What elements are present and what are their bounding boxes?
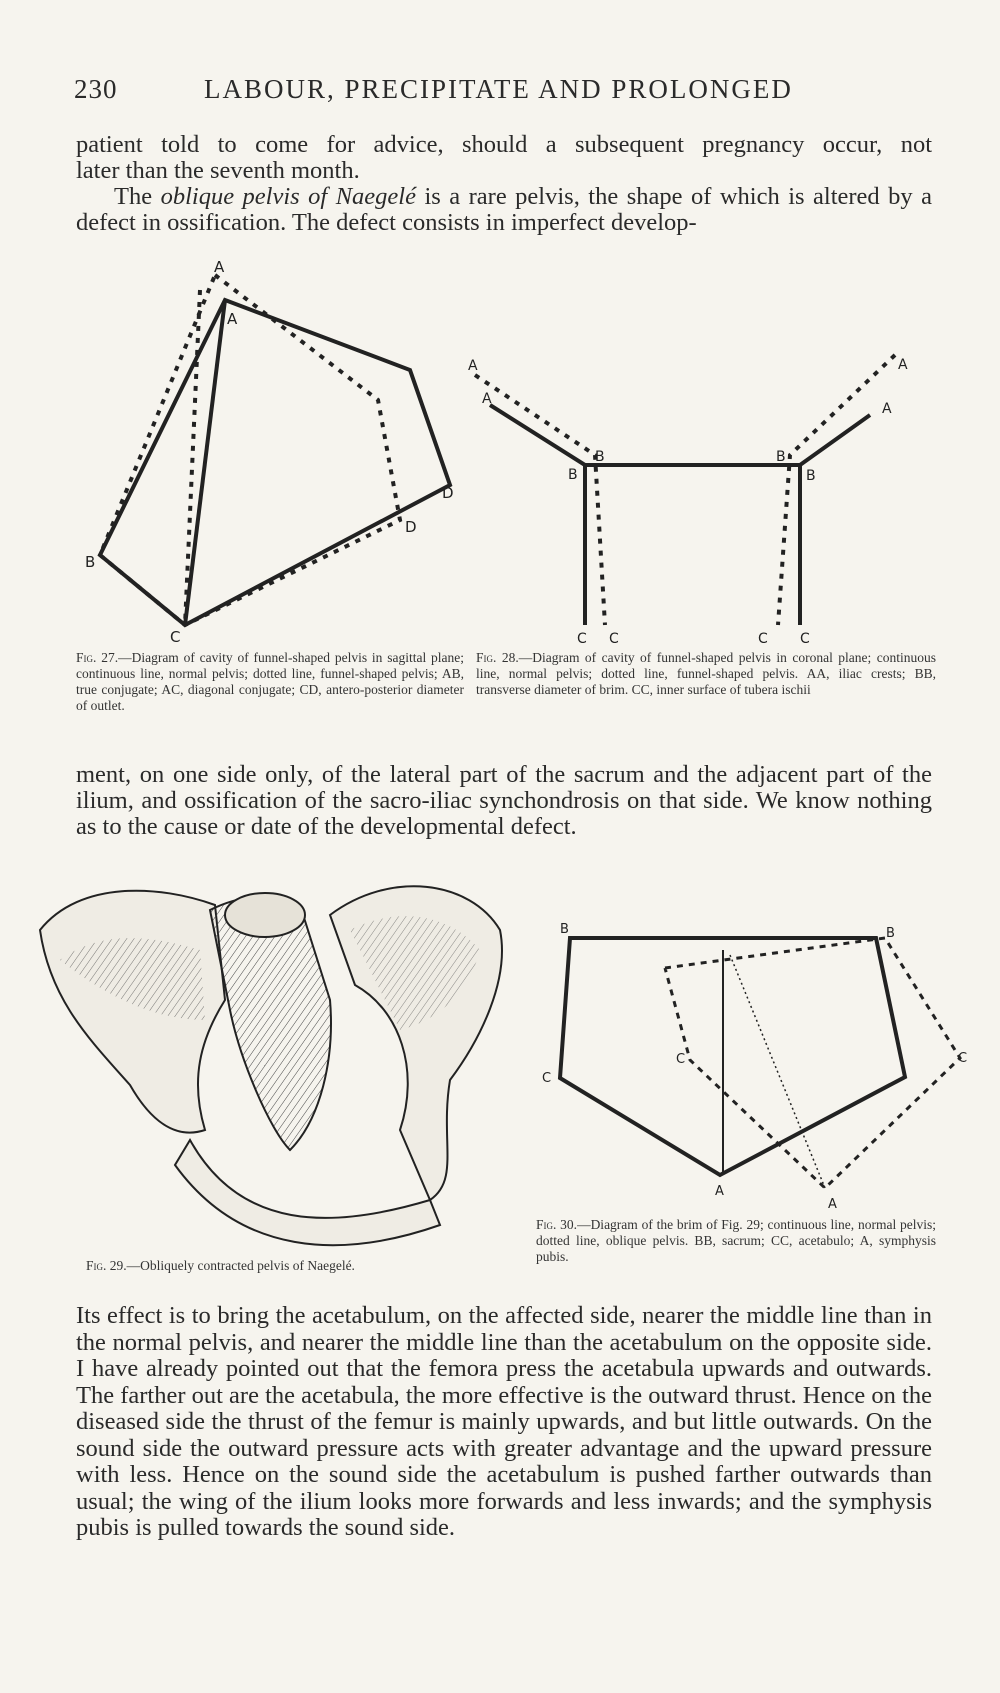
- fig28-label-c-1: C: [577, 631, 587, 647]
- figure-28-diagram: [465, 345, 925, 645]
- fig28-label-b-left: B: [568, 467, 578, 483]
- para3: ment, on one side only, of the lateral part of the sacrum and the adjacent part of the ilium, and ossification of the sacro-iliac synchondrosis on that side. We know nothing as to the cause or date of the developmental defect.: [76, 761, 932, 840]
- para2-rest: is a rare pelvis, the shape of which is altered by a defect in ossification. The defect consists in imperfect develop-: [76, 183, 933, 236]
- figure-27-diagram: [80, 255, 470, 645]
- paragraph-oblique-pelvis: [76, 184, 932, 236]
- fig28-label-a-left: A: [482, 391, 492, 407]
- figure-30-diagram: [535, 922, 968, 1212]
- fig28-label-c-2: C: [609, 631, 619, 647]
- figure-29-pelvis-engraving: [30, 858, 540, 1258]
- fig30-oblique-axis-dotted: [730, 955, 825, 1188]
- fig28-label-a-left-top: A: [468, 358, 478, 374]
- fig30-label-b-left: B: [560, 922, 569, 937]
- fig28-label-c-3: C: [758, 631, 768, 647]
- fig28-label-b-right: B: [806, 468, 816, 484]
- fig28-label-c-4: C: [800, 631, 810, 647]
- paragraph-top: [76, 132, 932, 236]
- fig29-pubic-arch: [175, 1140, 440, 1245]
- fig27-funnel-pelvis-dotted: [100, 275, 400, 625]
- fig28-label-a-right-top: A: [898, 357, 908, 373]
- fig30-label-c-right: C: [958, 1051, 968, 1066]
- para1-line2: later than the seventh month.: [76, 157, 360, 184]
- fig30-normal-pelvis-line: [560, 938, 905, 1175]
- fig29-caption-label: Fig. 29.: [86, 1258, 127, 1273]
- fig27-label-a-dotted: A: [214, 258, 225, 276]
- fig28-caption: [476, 650, 936, 698]
- fig27-label-c: C: [170, 628, 181, 646]
- para1-line1: patient told to come for advice, should a subsequent pregnancy occur, not: [76, 131, 932, 158]
- fig28-normal-pelvis-line: [490, 405, 585, 625]
- para4: Its effect is to bring the acetabulum, on the affected side, nearer the middle line than in the normal pelvis, and nearer the middle line than the acetabulum on the opposite side. I have already pointed out that the femora press the acetabula upwards and outwards. The farther out are the acetabula, the more effective is the outward thrust. Hence on the diseased side the thrust of the femur is mainly upwards, and but little outwards. On the sound side the outward pressure acts with greater advantage and the upward pressure with less. Hence on the sound side the acetabulum is pushed farther outwards than usual; the wing of the ilium looks more forwards and less inwards; and the symphysis pubis is pulled towards the sound side.: [76, 1302, 932, 1541]
- fig29-caption-text: —Obliquely contracted pelvis of Naegelé.: [126, 1258, 355, 1273]
- fig27-label-b: B: [85, 553, 96, 571]
- fig29-caption: [86, 1258, 506, 1274]
- fig28-normal-pelvis-line-right: [585, 415, 870, 465]
- fig28-caption-label: Fig. 28.: [476, 650, 519, 665]
- fig30-label-c-left: C: [542, 1071, 552, 1086]
- fig27-caption-text: —Diagram of cavity of funnel-shaped pelvis in sagittal plane; continuous line, normal pelvis; dotted line, funnel-shaped pelvis; AB, true conjugate; AC, diagonal conjugate; CD, antero-posterior diameter of outlet.: [76, 650, 464, 713]
- fig30-label-b-right: B: [886, 926, 895, 941]
- fig30-label-c-inner: C: [676, 1052, 686, 1067]
- paragraph-bottom: [76, 1303, 932, 1542]
- fig30-label-a-dotted: A: [828, 1197, 837, 1212]
- fig30-caption: [536, 1217, 936, 1265]
- fig27-caption-label: Fig. 27.: [76, 650, 119, 665]
- page-number: 230: [74, 74, 118, 104]
- fig28-caption-text: —Diagram of cavity of funnel-shaped pelvis in coronal plane; continuous line, normal pelvis; dotted line, funnel-shaped pelvis. AA, iliac crests; BB, transverse diameter of brim. CC, inner surface of tubera ischii: [476, 650, 936, 697]
- fig27-label-d-dotted: D: [405, 518, 417, 536]
- fig27-label-a: A: [227, 310, 238, 328]
- para2-prefix: The: [114, 183, 161, 210]
- fig28-label-b-left-dotted: B: [595, 449, 605, 465]
- paragraph-middle: [76, 762, 932, 840]
- fig30-oblique-pelvis-dotted: [665, 938, 960, 1188]
- fig27-label-d: D: [442, 484, 454, 502]
- fig29-vertebra: [225, 893, 305, 937]
- running-header: [74, 74, 934, 114]
- fig28-funnel-pelvis-dotted-right: [778, 355, 895, 625]
- fig27-caption: [76, 650, 464, 714]
- para2-italic-term: oblique pelvis of Naegelé: [160, 183, 416, 210]
- fig28-label-a-right: A: [882, 401, 892, 417]
- fig30-caption-text: —Diagram of the brim of Fig. 29; continuous line, normal pelvis; dotted line, oblique pelvis. BB, sacrum; CC, acetabulo; A, symphysis pubis.: [536, 1217, 936, 1264]
- fig28-label-b-right-dotted: B: [776, 449, 786, 465]
- fig30-caption-label: Fig. 30.: [536, 1217, 578, 1232]
- fig30-label-a: A: [715, 1184, 724, 1199]
- running-title: LABOUR, PRECIPITATE AND PROLONGED: [204, 74, 793, 104]
- fig27-normal-pelvis-line: [100, 300, 450, 625]
